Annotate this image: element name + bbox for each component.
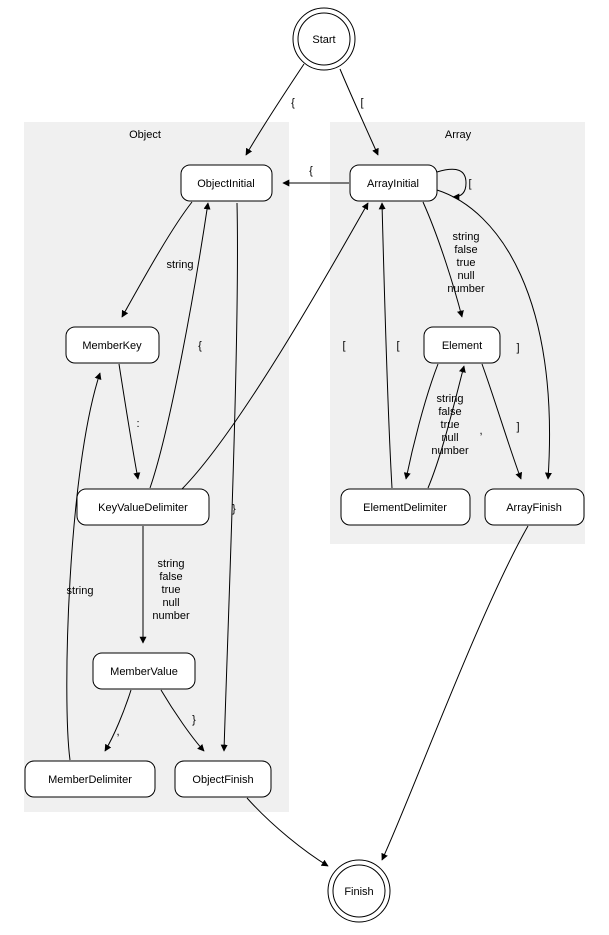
- node-elementDelimiter[interactable]: [341, 489, 470, 525]
- edge-label-objectInitial-objectFinish: }: [232, 503, 236, 515]
- node-label-memberKey: MemberKey: [82, 339, 142, 352]
- svg-text:true: true: [456, 257, 476, 269]
- svg-text:null: null: [441, 432, 459, 444]
- edge-label-memberValue-objectFinish: }: [192, 714, 196, 726]
- edge-label-arrayInitial-objectInitial: {: [309, 165, 313, 177]
- node-memberDelimiter[interactable]: [25, 761, 155, 797]
- node-arrayFinish[interactable]: [485, 489, 584, 525]
- edge-label-element-arrayFinish: ]: [516, 342, 520, 354]
- edge-label-memberValue-memberDelimiter: ,: [116, 726, 120, 738]
- svg-text:number: number: [431, 445, 469, 457]
- svg-text:null: null: [457, 270, 475, 282]
- svg-text:number: number: [447, 283, 485, 295]
- svg-text:false: false: [438, 406, 462, 418]
- edge-arrayFinish-finish: [382, 526, 528, 860]
- svg-text:true: true: [161, 584, 181, 596]
- svg-text:null: null: [162, 597, 180, 609]
- svg-text:string: string: [436, 393, 464, 405]
- edge-label-start-arrayInitial: [: [360, 97, 364, 109]
- node-memberKey[interactable]: [66, 327, 159, 363]
- node-start[interactable]: [293, 8, 355, 70]
- cluster-array-label: Array: [444, 129, 472, 141]
- edge-label-elementDelimiter-arrayInitial: [: [396, 340, 400, 352]
- node-label-memberValue: MemberValue: [110, 665, 178, 678]
- node-element[interactable]: [424, 327, 500, 363]
- edge-label-start-objectInitial: {: [291, 97, 295, 109]
- node-label-finish: Finish: [344, 885, 374, 898]
- svg-text:number: number: [152, 610, 190, 622]
- edge-label-arrayInitial-arrayInitial: [: [468, 178, 472, 190]
- edge-label-arrayInitial-arrayFinish: ]: [516, 421, 520, 433]
- node-label-elementDelimiter: ElementDelimiter: [363, 501, 447, 514]
- node-label-start: Start: [312, 33, 336, 46]
- svg-text:true: true: [440, 419, 460, 431]
- edge-label-keyValueDelimiter-arrayInitial: [: [342, 340, 346, 352]
- node-label-objectFinish: ObjectFinish: [192, 773, 254, 786]
- node-objectInitial[interactable]: [181, 165, 272, 201]
- edge-label-objectInitial-memberKey: string: [166, 259, 194, 271]
- svg-text:string: string: [452, 231, 480, 243]
- svg-text:string: string: [157, 558, 185, 570]
- edge-label-elementDelimiter-element: ,: [479, 425, 483, 437]
- edge-label-memberDelimiter-memberKey: string: [66, 585, 94, 597]
- node-keyValueDelimiter[interactable]: [77, 489, 209, 525]
- node-arrayInitial[interactable]: [350, 165, 437, 201]
- node-label-objectInitial: ObjectInitial: [197, 177, 255, 190]
- edge-label-keyValueDelimiter-objectInitial: {: [198, 340, 202, 352]
- edge-label-memberKey-keyValueDelimiter: :: [136, 418, 140, 430]
- svg-text:false: false: [159, 571, 183, 583]
- node-label-arrayInitial: ArrayInitial: [367, 177, 419, 190]
- svg-text:false: false: [454, 244, 478, 256]
- node-label-element: Element: [441, 339, 483, 352]
- node-memberValue[interactable]: [93, 653, 195, 689]
- node-label-arrayFinish: ArrayFinish: [506, 501, 562, 514]
- node-label-memberDelimiter: MemberDelimiter: [48, 773, 132, 786]
- cluster-object-label: Object: [129, 129, 161, 141]
- node-objectFinish[interactable]: [175, 761, 271, 797]
- node-finish[interactable]: [328, 860, 390, 922]
- node-label-keyValueDelimiter: KeyValueDelimiter: [98, 501, 188, 514]
